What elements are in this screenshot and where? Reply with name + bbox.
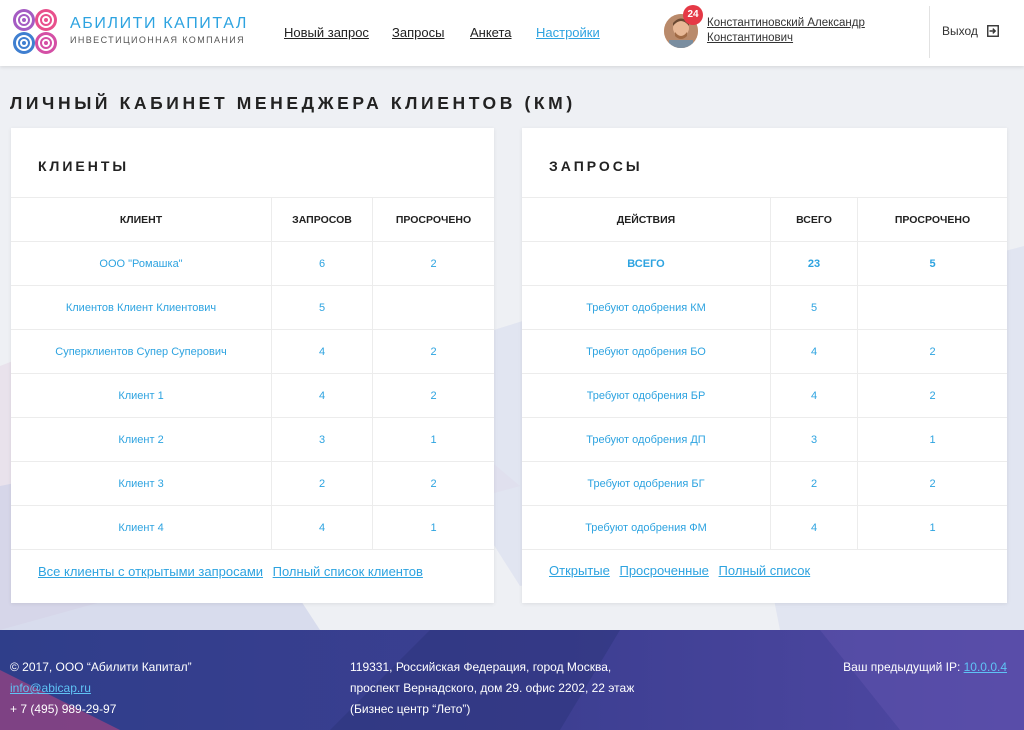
col-total-header: ВСЕГО <box>771 198 858 242</box>
table-cell[interactable]: 3 <box>771 418 858 462</box>
nav-questionnaire[interactable]: Анкета <box>470 25 512 40</box>
table-row <box>522 330 1007 374</box>
table-cell[interactable]: Клиент 4 <box>11 506 272 550</box>
table-cell[interactable]: ВСЕГО <box>522 242 771 286</box>
table-cell <box>858 286 1008 330</box>
table-cell[interactable]: 5 <box>858 242 1008 286</box>
table-cell[interactable]: Клиент 3 <box>11 462 272 506</box>
table-cell[interactable]: 1 <box>373 418 495 462</box>
clients-links <box>38 564 429 579</box>
footer-contacts <box>10 657 192 720</box>
table-cell[interactable]: 1 <box>373 506 495 550</box>
table-cell[interactable]: 23 <box>771 242 858 286</box>
footer <box>0 630 1024 730</box>
table-cell[interactable]: 2 <box>771 462 858 506</box>
table-cell[interactable]: 4 <box>771 506 858 550</box>
requests-card <box>522 128 1007 603</box>
table-row <box>11 242 494 286</box>
notification-badge[interactable]: 24 <box>683 5 703 25</box>
table-cell[interactable]: Требуют одобрения ДП <box>522 418 771 462</box>
table-cell[interactable]: ООО "Ромашка" <box>11 242 272 286</box>
brand-name: АБИЛИТИ КАПИТАЛ <box>70 15 248 32</box>
table-cell[interactable]: Требуют одобрения БО <box>522 330 771 374</box>
table-row <box>11 286 494 330</box>
col-client-header: КЛИЕНТ <box>11 198 272 242</box>
table-cell[interactable]: 4 <box>272 506 373 550</box>
table-row <box>522 462 1007 506</box>
table-cell[interactable]: Суперклиентов Супер Суперович <box>11 330 272 374</box>
link-open-clients[interactable]: Все клиенты с открытыми запросами <box>38 564 264 579</box>
table-cell[interactable]: 5 <box>771 286 858 330</box>
footer-phone: + 7 (495) 989-29-97 <box>10 702 117 716</box>
table-cell[interactable]: Требуют одобрения КМ <box>522 286 771 330</box>
table-row <box>11 462 494 506</box>
table-cell <box>373 286 495 330</box>
table-cell[interactable]: Клиентов Клиент Клиентович <box>11 286 272 330</box>
clients-card <box>11 128 494 603</box>
table-header-row <box>522 198 1007 242</box>
brand-subtitle: ИНВЕСТИЦИОННАЯ КОМПАНИЯ <box>70 35 246 45</box>
table-cell[interactable]: 2 <box>858 462 1008 506</box>
table-cell[interactable]: 2 <box>373 242 495 286</box>
requests-title: ЗАПРОСЫ <box>549 158 643 174</box>
table-cell[interactable]: 5 <box>272 286 373 330</box>
table-cell[interactable]: 2 <box>272 462 373 506</box>
link-overdue[interactable]: Просроченные <box>619 563 709 578</box>
footer-email[interactable]: info@abicap.ru <box>10 681 91 695</box>
logout-icon[interactable] <box>987 25 999 37</box>
footer-ip-label: Ваш предыдущий IP: <box>843 660 961 674</box>
table-cell[interactable]: Клиент 2 <box>11 418 272 462</box>
link-full-list[interactable]: Полный список <box>718 563 811 578</box>
footer-address-line2: проспект Вернадского, дом 29. офис 2202, 22 этаж <box>350 681 635 695</box>
clients-title: КЛИЕНТЫ <box>38 158 130 174</box>
table-cell[interactable]: Требуют одобрения ФМ <box>522 506 771 550</box>
user-name-line2[interactable]: Константинович <box>707 32 794 44</box>
table-cell[interactable]: Клиент 1 <box>11 374 272 418</box>
top-header <box>0 0 1024 66</box>
footer-ip <box>843 657 1007 678</box>
table-cell[interactable]: 2 <box>373 330 495 374</box>
table-cell[interactable]: Требуют одобрения БГ <box>522 462 771 506</box>
col-overdue-header: ПРОСРОЧЕНО <box>858 198 1008 242</box>
table-cell[interactable]: 6 <box>272 242 373 286</box>
table-cell[interactable]: 3 <box>272 418 373 462</box>
table-row <box>522 286 1007 330</box>
table-cell[interactable]: Требуют одобрения БР <box>522 374 771 418</box>
table-cell[interactable]: 2 <box>858 374 1008 418</box>
table-header-row <box>11 198 494 242</box>
table-cell[interactable]: 1 <box>858 418 1008 462</box>
footer-copyright: © 2017, ООО “Абилити Капитал” <box>10 660 192 674</box>
page-title: ЛИЧНЫЙ КАБИНЕТ МЕНЕДЖЕРА КЛИЕНТОВ (КМ) <box>10 93 576 113</box>
footer-address-line1: 119331, Российская Федерация, город Москва, <box>350 660 612 674</box>
footer-ip-value[interactable]: 10.0.0.4 <box>963 660 1007 674</box>
table-row <box>522 374 1007 418</box>
table-cell[interactable]: 4 <box>272 374 373 418</box>
table-cell[interactable]: 2 <box>373 462 495 506</box>
nav-requests[interactable]: Запросы <box>392 25 445 40</box>
table-row <box>11 506 494 550</box>
user-name-line1[interactable]: Константиновский Александр <box>707 17 865 29</box>
nav-settings[interactable]: Настройки <box>536 25 600 40</box>
table-cell[interactable]: 2 <box>373 374 495 418</box>
user-name[interactable] <box>707 16 865 46</box>
link-all-clients[interactable]: Полный список клиентов <box>272 564 423 579</box>
table-cell[interactable]: 4 <box>771 374 858 418</box>
footer-address-line3: (Бизнес центр “Лето”) <box>350 702 471 716</box>
col-requests-header: ЗАПРОСОВ <box>272 198 373 242</box>
table-row <box>11 330 494 374</box>
table-row <box>11 418 494 462</box>
table-row <box>522 418 1007 462</box>
col-overdue-header: ПРОСРОЧЕНО <box>373 198 495 242</box>
table-cell[interactable]: 4 <box>771 330 858 374</box>
table-row <box>522 242 1007 286</box>
table-cell[interactable]: 2 <box>858 330 1008 374</box>
link-open[interactable]: Открытые <box>549 563 610 578</box>
logout-button[interactable]: Выход <box>942 24 978 38</box>
table-row <box>522 506 1007 550</box>
table-cell[interactable]: 1 <box>858 506 1008 550</box>
nav-new-request[interactable]: Новый запрос <box>284 25 369 40</box>
requests-links <box>549 563 816 578</box>
requests-table <box>522 197 1007 550</box>
col-actions-header: ДЕЙСТВИЯ <box>522 198 771 242</box>
footer-address <box>350 657 634 720</box>
table-row <box>11 374 494 418</box>
table-cell[interactable]: 4 <box>272 330 373 374</box>
header-divider <box>929 6 930 58</box>
logo-icon[interactable] <box>9 6 61 58</box>
clients-table <box>11 197 494 550</box>
